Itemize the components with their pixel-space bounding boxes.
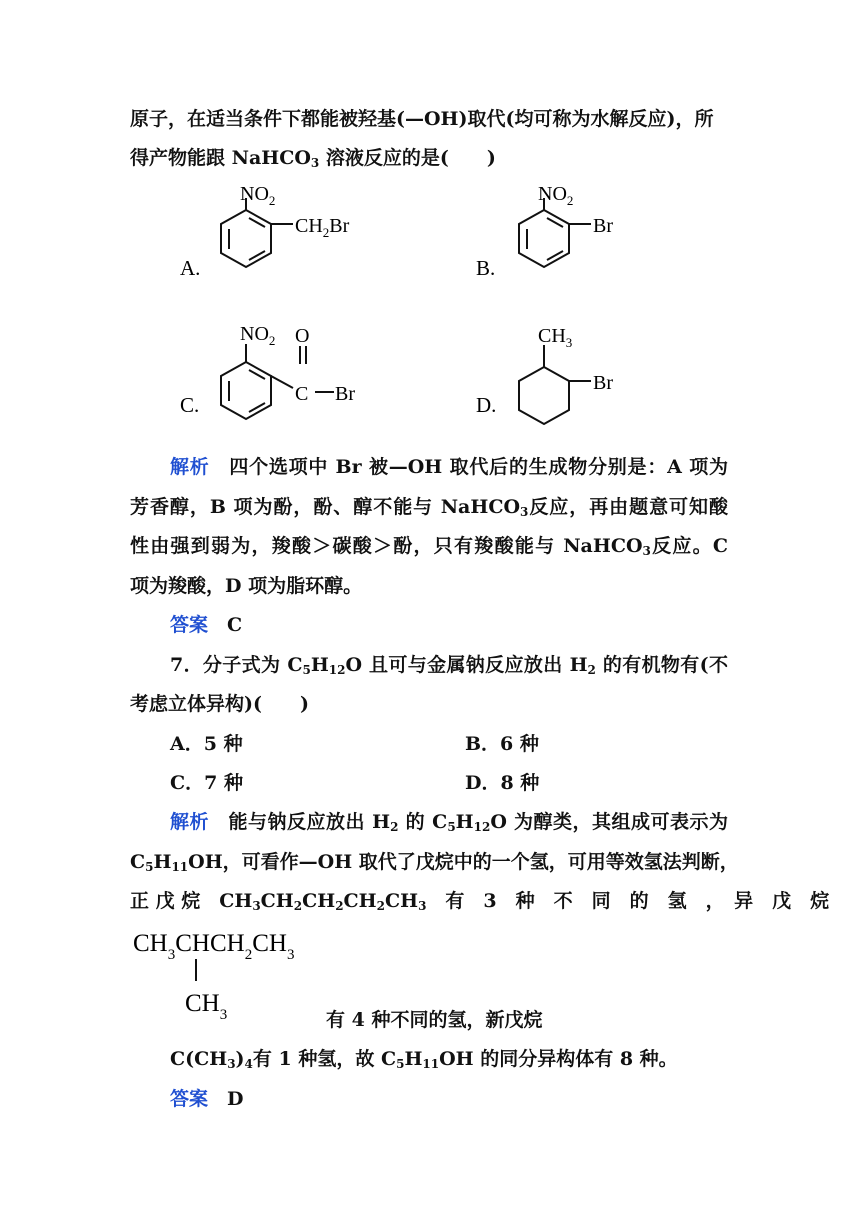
option-letter-b: B. <box>476 256 496 280</box>
analysis-label: 解析 <box>170 811 210 833</box>
analysis-6-line-4: 项为羧酸，D 项为脂环醇。 <box>130 575 363 597</box>
analysis-label: 解析 <box>170 456 210 478</box>
svg-text:CH2Br: $CH_2Br$ <box>295 215 350 240</box>
option-a: A．5 种 <box>170 733 243 755</box>
svg-text:O: O <box>295 325 310 347</box>
analysis-7-line-3: 正 戊 烷 $CH_3CH_2CH_2CH_2CH_3$ 有 3 种 不 同 的 氢 ， 异 戊 烷 <box>130 890 830 913</box>
option-letter-d: D. <box>476 393 497 417</box>
analysis-7-line-2: $C_5H_{11}OH$，可看作—OH 取代了戊烷中的一个氢，可用等效氢法判断， <box>130 851 739 874</box>
option-b: B．6 种 <box>465 733 539 755</box>
answer-7: 答案 D <box>170 1088 244 1110</box>
svg-text:Br: Br <box>593 215 613 237</box>
question-7-line-2: 考虑立体异构)( ) <box>130 693 309 715</box>
answer-label: 答案 <box>170 1088 209 1110</box>
isopentane-structure <box>130 925 350 1025</box>
structure-c <box>170 312 450 442</box>
structure-d <box>470 312 670 442</box>
option-c: C．7 种 <box>170 772 243 794</box>
analysis-6-line-2: 芳香醇，B 项为酚，酚、醇不能与 NaHCO$_3$反应，再由题意可知酸 <box>130 496 728 519</box>
svg-text:Br: Br <box>593 372 613 394</box>
analysis-7-line-5: $C(CH_3)_4$有 1 种氢，故 $C_5H_{11}OH$ 的同分异构体有 8 种。 <box>170 1048 678 1071</box>
structure-a <box>170 180 450 310</box>
question-6-line-1: 原子，在适当条件下都能被羟基(—OH)取代(均可称为水解反应)，所 <box>130 108 714 130</box>
analysis-6-line-3: 性由强到弱为，羧酸＞碳酸＞酚，只有羧酸能与 NaHCO$_3$反应。C <box>130 535 728 558</box>
svg-text:NO2: $NO_2$ <box>240 183 276 208</box>
question-6-line-2: 得产物能跟 NaHCO$_3$ 溶液反应的是( ) <box>130 147 496 170</box>
svg-text:NO2: $NO_2$ <box>538 183 574 208</box>
analysis-7-line-4: 有 4 种不同的氢，新戊烷 <box>326 1009 543 1031</box>
svg-text:CH3CHCH2CH3: $CH_3CHCH_2CH_3$ <box>133 930 295 963</box>
option-letter-a: A. <box>180 256 201 280</box>
svg-text:CH3: $CH_3$ <box>538 325 573 350</box>
analysis-7-line-1: 解析 能与钠反应放出 $H_2$ 的 $C_5H_{12}O$ 为醇类，其组成可表示为 <box>170 811 728 834</box>
option-d: D．8 种 <box>465 772 540 794</box>
svg-text:CH3: $CH_3$ <box>185 990 228 1023</box>
question-7-line-1: 7．分子式为 $C_5H_{12}O$ 且可与金属钠反应放出 $H_2$ 的有机物有(不 <box>170 654 728 677</box>
svg-text:NO2: $NO_2$ <box>240 323 276 348</box>
svg-text:C: C <box>295 383 309 405</box>
analysis-6-line-1: 解析 四个选项中 Br 被—OH 取代后的生成物分别是：A 项为 <box>170 456 728 478</box>
option-letter-c: C. <box>180 393 200 417</box>
structure-b <box>470 180 670 310</box>
answer-label: 答案 <box>170 614 209 636</box>
answer-6: 答案 C <box>170 614 243 636</box>
svg-text:Br: Br <box>335 383 355 405</box>
